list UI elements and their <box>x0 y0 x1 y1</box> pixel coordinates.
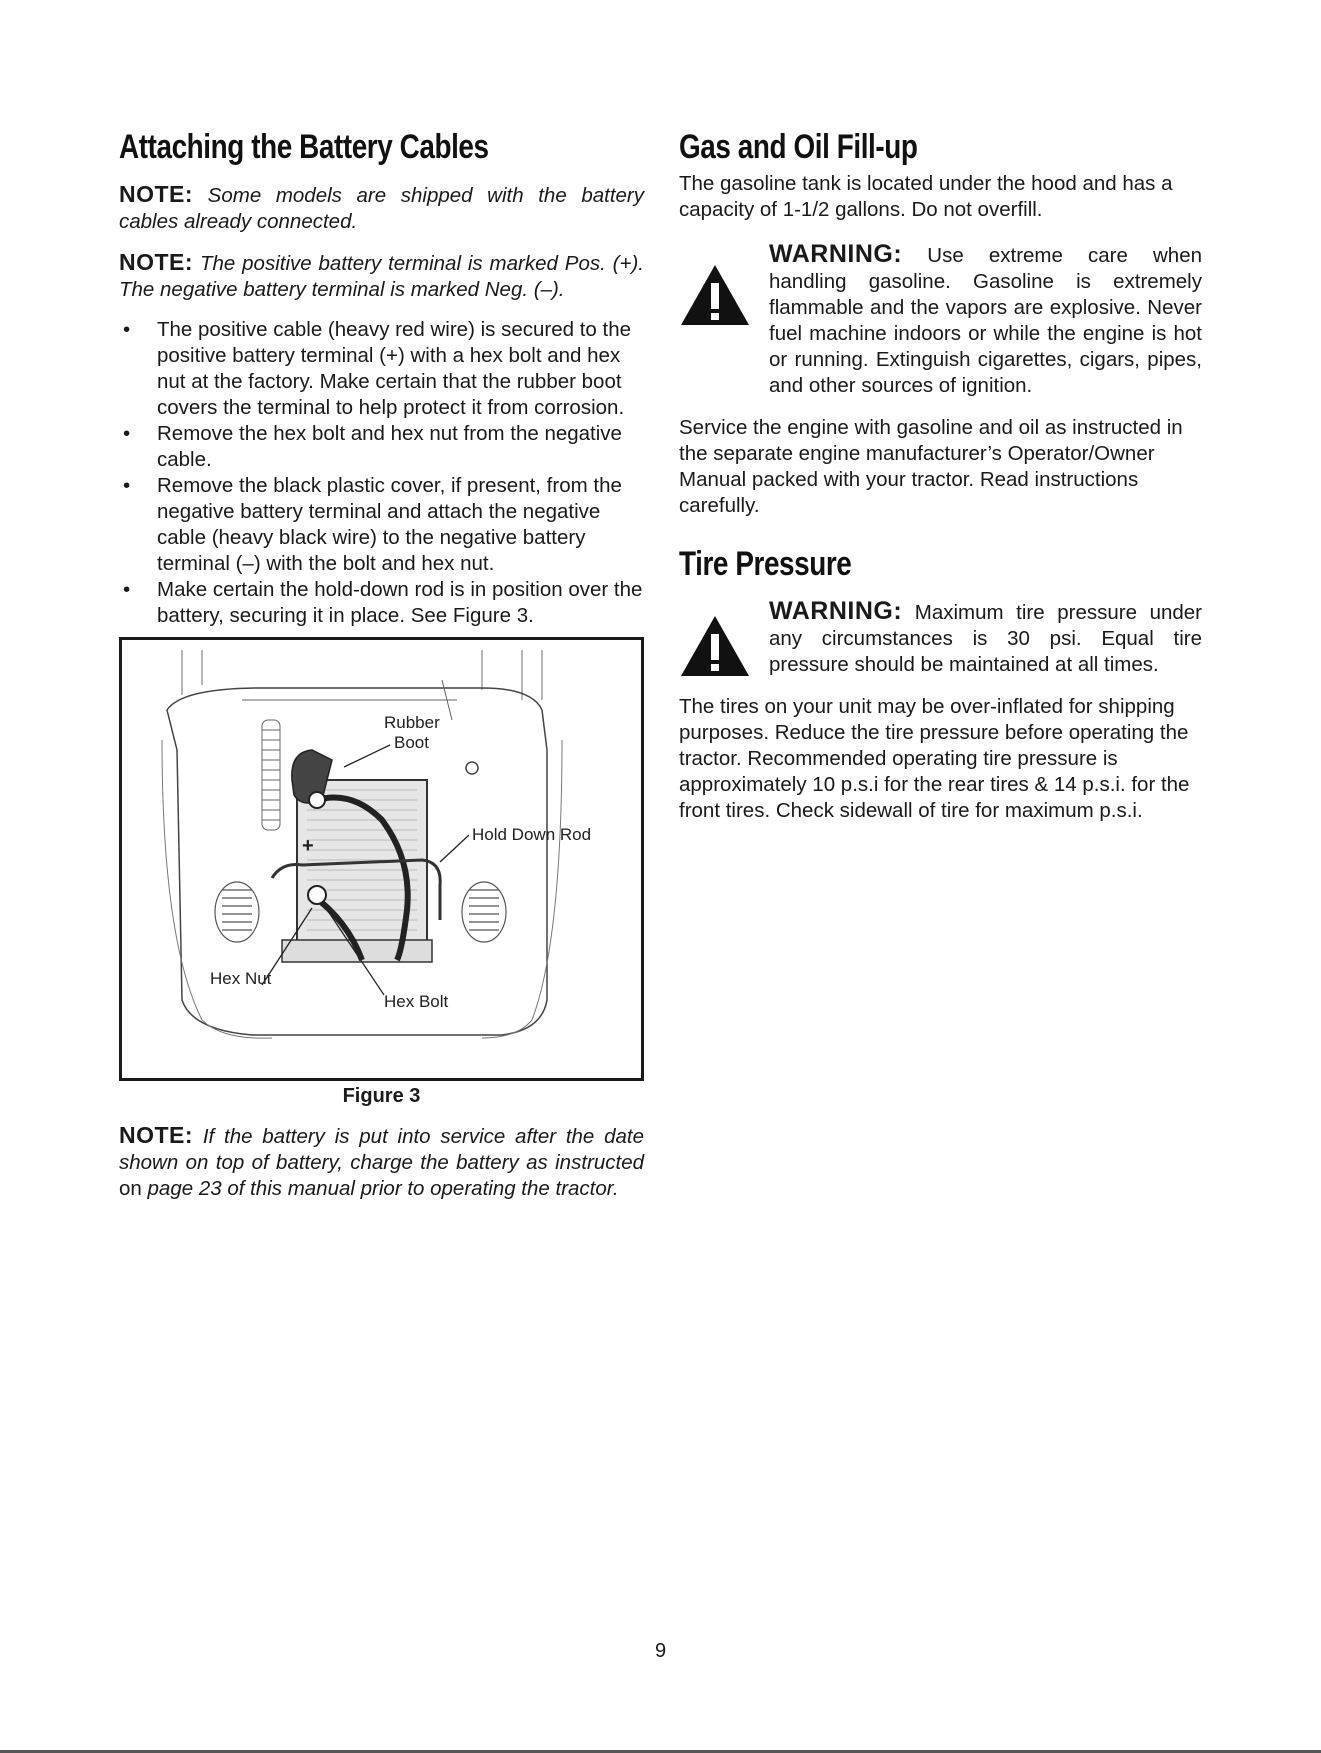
battery-diagram <box>122 640 641 1078</box>
note-service-date <box>119 1122 644 1202</box>
list-item: • Remove the black plastic cover, if present, from the negative battery terminal and attach the negative cable (heavy black wire) to the negative battery terminal (–) with the bolt and hex nut. <box>119 473 644 577</box>
battery-steps-list <box>119 317 644 629</box>
tire-warning-block <box>679 598 1202 678</box>
warning-label: WARNING: <box>769 240 903 268</box>
gas-intro-paragraph: The gasoline tank is located under the hood and has a capacity of 1-1/2 gallons. Do not overfill. <box>679 172 1173 221</box>
note-label: NOTE: <box>119 1122 194 1148</box>
label-hold-down-rod: Hold Down Rod <box>472 825 592 844</box>
label-rubber: Rubber <box>384 713 440 732</box>
tire-body-paragraph: The tires on your unit may be over-inflated for shipping purposes. Reduce the tire pressure before operating the tractor. Recommended operating tire pressure is approximately 10 p.s.i for the rear tires & 14 p.s.i. for the front tires. Check sidewall of tire for maximum p.s.i. <box>679 695 1190 822</box>
label-hex-bolt: Hex Bolt <box>384 992 449 1011</box>
left-column <box>119 128 644 1216</box>
gas-warning-block <box>679 241 1202 399</box>
list-item: • The positive cable (heavy red wire) is secured to the positive battery terminal (+) with a hex bolt and hex nut at the factory. Make certain that the rubber boot covers the terminal to help protect it from corrosion. <box>119 317 644 421</box>
note-text: Some models are shipped with the battery cables already connected. <box>119 184 644 233</box>
note-terminal-markings <box>119 249 644 303</box>
list-item: • Make certain the hold-down rod is in position over the battery, securing it in place. See Figure 3. <box>119 577 644 629</box>
spring-left <box>215 882 259 942</box>
warning-triangle-icon <box>679 614 751 678</box>
right-column <box>679 128 1202 824</box>
note-shipped-connected <box>119 181 644 235</box>
heading-battery-cables: Attaching the Battery Cables <box>119 128 489 166</box>
figure-caption: Figure 3 <box>342 1085 421 1107</box>
heading-tire-pressure: Tire Pressure <box>679 545 852 583</box>
spring-right <box>462 882 506 942</box>
note-label: NOTE: <box>119 249 194 275</box>
note-label: NOTE: <box>119 181 194 207</box>
page-number: 9 <box>654 1640 667 1662</box>
note-text-b: on <box>119 1177 142 1200</box>
heading-gas-oil: Gas and Oil Fill-up <box>679 128 918 166</box>
warning-triangle-icon <box>679 263 751 327</box>
label-boot: Boot <box>394 733 429 752</box>
note-text-a: If the battery is put into service after the date shown on top of battery, charge the battery as instructed <box>119 1125 645 1174</box>
warning-text: Use extreme care when handling gasoline. Gasoline is extremely flammable and the vapors are explosive. Never fuel machine indoors or while the engine is hot or running. Extinguish cigarettes, cigars, pipes, and other sources of ignition. <box>769 244 1203 397</box>
battery-icon <box>282 780 432 962</box>
warning-text: Maximum tire pressure under any circumstances is 30 psi. Equal tire pressure should be maintained at all times. <box>769 601 1203 676</box>
note-text-c: page 23 of this manual prior to operating the tractor. <box>147 1177 619 1200</box>
list-item: • Remove the hex bolt and hex nut from the negative cable. <box>119 421 644 473</box>
note-text: The positive battery terminal is marked Pos. (+). The negative battery terminal is marked Neg. (–). <box>119 252 644 301</box>
gas-service-paragraph: Service the engine with gasoline and oil as instructed in the separate engine manufacturer’s Operator/Owner Manual packed with your tractor. Read instructions carefully. <box>679 416 1183 517</box>
label-hex-nut: Hex Nut <box>210 969 272 988</box>
figure-battery-illustration <box>119 637 644 1081</box>
warning-label: WARNING: <box>769 597 903 625</box>
label-plus-sign: + <box>302 835 314 857</box>
